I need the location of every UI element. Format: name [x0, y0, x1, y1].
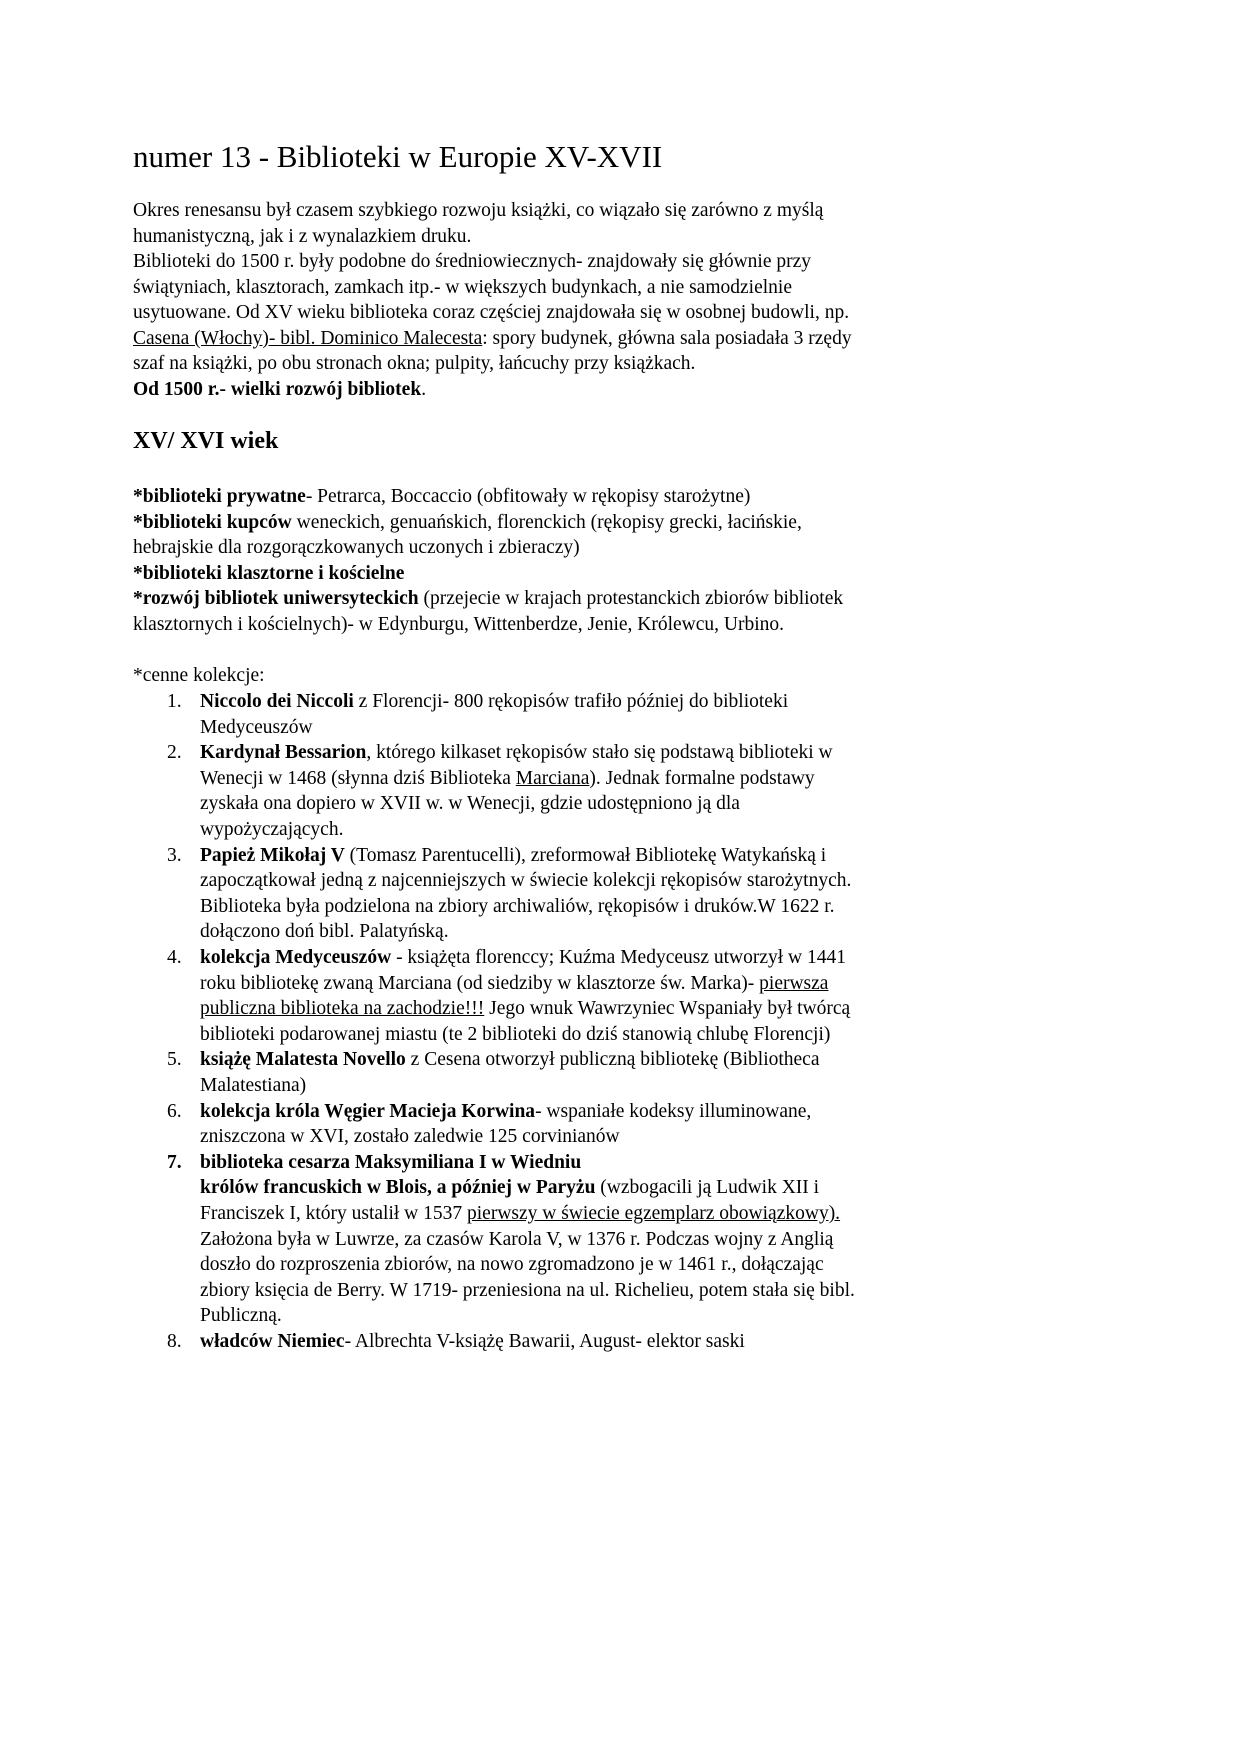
list-number: 5. [167, 1049, 182, 1071]
collection-line: Biblioteka była podzielona na zbiory archiwaliów, rękopisów i druków.W 1622 r. [200, 895, 835, 917]
underlined-reference: Marciana [515, 767, 590, 789]
section-heading: XV/ XVI wiek [133, 428, 279, 454]
list-number: 6. [167, 1100, 182, 1122]
collection-line: zyskała ona dopiero w XVII w. w Wenecji, gdzie udostępniono ją dla [200, 793, 740, 815]
collection-line: Medyceuszów [200, 716, 313, 738]
collection-line: zbiory księcia de Berry. W 1719- przeniesiona na ul. Richelieu, potem stała się bibl. [200, 1279, 855, 1301]
collection-line: wypożyczających. [200, 818, 344, 840]
intro-line: Okres renesansu był czasem szybkiego rozwoju książki, co wiązało się zarówno z myślą [133, 200, 824, 221]
collection-item [167, 1099, 811, 1150]
collection-line: roku bibliotekę zwaną Marciana (od siedziby w klasztorze św. Marka)- pierwsza [200, 972, 829, 994]
category-merchants-cont: hebrajskie dla rozgorączkowanych uczonych i zbieraczy) [133, 537, 580, 558]
list-number: 3. [167, 844, 182, 866]
collection-line: królów francuskich w Blois, a później w Paryżu (wzbogacili ją Ludwik XII i [200, 1177, 820, 1199]
collection-item [167, 740, 833, 842]
intro-line: humanistyczną, jak i z wynalazkiem druku. [133, 226, 472, 247]
intro-line: Biblioteki do 1500 r. były podobne do średniowiecznych- znajdowały się głównie przy [133, 251, 812, 272]
collection-line: dołączono doń bibl. Palatyńską. [200, 921, 449, 943]
collection-item [167, 689, 788, 740]
collection-line: Franciszek I, który ustalił w 1537 pierwszy w świecie egzemplarz obowiązkowy). [200, 1202, 841, 1224]
collection-line: kolekcja króla Węgier Macieja Korwina- wspaniałe kodeksy illuminowane, [200, 1100, 812, 1122]
underlined-reference: Casena (Włochy)- bibl. Dominico Malecesta [133, 328, 483, 349]
collection-line: zapoczątkował jedną z najcenniejszych w świecie kolekcji rękopisów starożytnych. [200, 870, 852, 892]
category-merchants: *biblioteki kupców weneckich, genuańskich, florenckich (rękopisy grecki, łacińskie, [133, 512, 802, 533]
category-private: *biblioteki prywatne- Petrarca, Boccaccio (obfitowały w rękopisy starożytne) [133, 486, 751, 507]
bold-statement: Od 1500 r.- wielki rozwój bibliotek [133, 379, 422, 400]
list-number: 4. [167, 947, 182, 968]
collection-line: biblioteki podarowanej miastu (te 2 biblioteki do dziś stanowią chlubę Florencji) [200, 1023, 831, 1045]
list-number: 2. [167, 742, 182, 764]
collection-item [167, 1047, 820, 1098]
collection-item [167, 945, 850, 1047]
collection-line: doszło do rozproszenia zbiorów, na nowo zgromadzono je w 1461 r., dołączając [200, 1254, 824, 1276]
intro-line: Casena (Włochy)- bibl. Dominico Malecesta: spory budynek, główna sala posiadała 3 rzędy [133, 328, 852, 349]
page-title: numer 13 - Biblioteki w Europie XV-XVII [133, 139, 663, 174]
list-number: 1. [167, 691, 182, 712]
list-number: 8. [167, 1331, 182, 1352]
collection-line: Papież Mikołaj V (Tomasz Parentucelli), zreformował Bibliotekę Watykańską i [200, 844, 827, 866]
collection-line: zniszczona w XVI, zostało zaledwie 125 corvinianów [200, 1126, 620, 1148]
collection-line: książę Malatesta Novello z Cesena otworzył publiczną bibliotekę (Bibliotheca [200, 1049, 820, 1071]
collection-line: władców Niemiec- Albrechta V-książę Bawarii, August- elektor saski [200, 1331, 745, 1352]
collections-label: *cenne kolekcje: [133, 665, 265, 686]
category-university: *rozwój bibliotek uniwersyteckich (przejecie w krajach protestanckich zbiorów bibliotek [133, 588, 844, 609]
intro-line: świątyniach, klasztorach, zamkach itp.- w większych budynkach, a nie samodzielnie [133, 277, 792, 298]
underlined-reference: publiczna biblioteka na zachodzie!!! [200, 998, 485, 1020]
underlined-reference: pierwsza [759, 972, 829, 994]
collection-item [167, 843, 851, 945]
collection-line: Niccolo dei Niccoli z Florencji- 800 rękopisów trafiło później do biblioteki [200, 691, 789, 712]
collection-item [167, 1329, 745, 1355]
collection-line: Założona była w Luwrze, za czasów Karola V, w 1376 r. Podczas wojny z Anglią [200, 1228, 834, 1250]
list-number: 7. [167, 1151, 182, 1173]
intro-line: Od 1500 r.- wielki rozwój bibliotek. [133, 379, 427, 400]
collection-line: publiczna biblioteka na zachodzie!!! Jego wnuk Wawrzyniec Wspaniały był twórcą [200, 998, 851, 1020]
collection-line: kolekcja Medyceuszów - książęta florenccy; Kuźma Medyceusz utworzył w 1441 [200, 947, 847, 968]
intro-line: szaf na książki, po obu stronach okna; pulpity, łańcuchy przy książkach. [133, 353, 696, 374]
underlined-reference: pierwszy w świecie egzemplarz obowiązkowy). [467, 1202, 841, 1224]
category-university-cont: klasztornych i kościelnych)- w Edynburgu, Wittenberdze, Jenie, Królewcu, Urbino. [133, 614, 785, 635]
collection-line: Kardynał Bessarion, którego kilkaset rękopisów stało się podstawą biblioteki w [200, 742, 833, 764]
collection-line: Malatestiana) [200, 1074, 307, 1096]
collection-item [167, 1150, 855, 1329]
collection-line: biblioteka cesarza Maksymiliana I w Wiedniu [200, 1151, 582, 1173]
intro-line: usytuowane. Od XV wieku biblioteka coraz częściej znajdowała się w osobnej budowli, np. [133, 302, 850, 323]
collection-line: Wenecji w 1468 (słynna dziś Biblioteka Marciana). Jednak formalne podstawy [200, 767, 815, 789]
collection-line: Publiczną. [200, 1305, 282, 1327]
category-monastic: *biblioteki klasztorne i kościelne [133, 563, 405, 584]
